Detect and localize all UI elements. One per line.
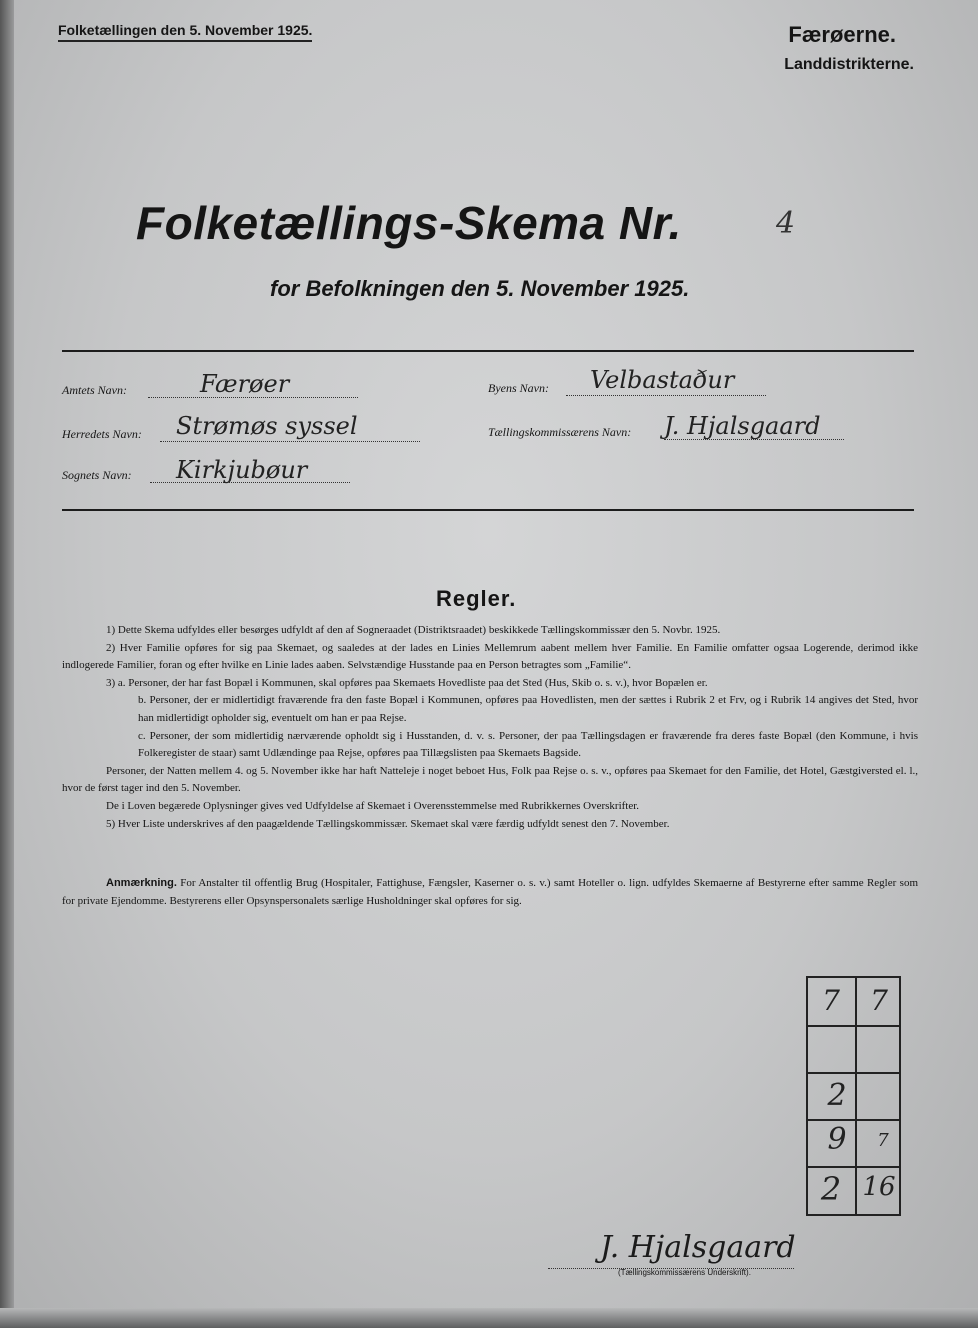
rule-4b: De i Loven begærede Oplysninger gives ved Udfyldelse af Skemaet i Overensstemmelse med Rubrikkernes Overskrifter. <box>106 799 640 812</box>
tally-r2c1 <box>808 1030 854 1076</box>
sogn-label: Sognets Navn: <box>62 468 132 482</box>
amt-value: Færøer <box>200 370 290 398</box>
by-line <box>566 395 766 396</box>
rule-1: 1) Dette Skema udfyldes eller besørges udfyldt af den af Sogneraadet (Distriktsraadet) beskikkede Tællingskommissær den 5. Novbr. 1925. <box>106 624 721 636</box>
header-district: Landdistrikterne. <box>784 56 914 73</box>
tally-r1c1: 7 <box>822 984 840 1017</box>
scan-edge-bottom <box>0 1308 978 1328</box>
form-subtitle: for Befolkningen den 5. November 1925. <box>270 276 690 301</box>
kommissaer-label: Tællingskommissærens Navn: <box>488 425 632 439</box>
header-region: Færøerne. <box>788 22 896 47</box>
rule-3c: c. Personer, der som midlertidig nærværende opholdt sig i Husstanden, d. v. s. Personer, der paa Tællingsdagen er fraværende fra deres faste Bopæl (den Kommune, i hvis Folkeregister de staar) samt Udlændinge paa Rejse, opføres paa Tillægslisten paa Skemaets Bagside. <box>138 729 918 760</box>
bottom-divider <box>62 509 914 511</box>
herred-label: Herredets Navn: <box>62 427 142 441</box>
remark-label: Anmærkning. <box>106 877 177 889</box>
rule-4: Personer, der Natten mellem 4. og 5. November ikke har haft Natteleje i noget beboet Hus, Folk paa Rejse o. s. v., opføres paa Skemaet for den Familie, det Hotel, Gæstgiversted el. l., hvor de først tager ind den 5. November. <box>62 764 918 795</box>
top-divider <box>62 350 914 352</box>
kommissaer-value: J. Hjalsgaard <box>664 412 821 440</box>
tally-r5c1: 2 <box>820 1170 842 1208</box>
commissioner-signature: J. Hjalsgaard <box>600 1230 796 1265</box>
rule-3b: b. Personer, der er midlertidigt fraværende fra den faste Bopæl i Kommunen, opføres paa Hovedlisten, men der sættes i Rubrik 2 et Frv, og i Rubrik 14 angives det Sted, hvor han midlertidigt opholder sig, eventuelt om han er paa Rejse. <box>138 694 918 724</box>
rule-5: 5) Hver Liste underskrives af den paagældende Tællingskommissær. Skemaet skal være færdig udfyldt senest den 7. November. <box>106 817 670 830</box>
sogn-value: Kirkjubøur <box>176 456 308 484</box>
by-label: Byens Navn: <box>488 381 549 395</box>
tally-r4c1: 9 <box>827 1122 847 1157</box>
rules-list <box>62 622 918 833</box>
tally-r2c2 <box>856 1030 902 1076</box>
rules-heading: Regler. <box>436 586 517 611</box>
herred-value: Strømøs syssel <box>176 412 358 440</box>
tally-r5c2: 16 <box>862 1172 896 1202</box>
form-number-handwritten: 4 <box>776 206 796 241</box>
tally-r1c2: 7 <box>870 984 888 1017</box>
rule-3a: 3) a. Personer, der har fast Bopæl i Kommunen, skal opføres paa Skemaets Hovedliste paa det Sted (Hus, Skib o. s. v.), hvor Bopælen er. <box>106 676 708 689</box>
signature-caption: (Tællingskommissærens Underskrift). <box>618 1268 751 1277</box>
by-value: Velbastaður <box>590 366 735 394</box>
remark <box>62 874 918 910</box>
form-title: Folketællings-Skema Nr. <box>136 197 682 249</box>
tally-box <box>806 976 901 1216</box>
tally-r3c1: 2 <box>827 1078 847 1113</box>
herred-line <box>160 441 420 442</box>
tally-r3c2 <box>856 1078 902 1124</box>
header-census-date: Folketællingen den 5. November 1925. <box>58 22 312 42</box>
tally-r4c2: 7 <box>877 1130 889 1151</box>
scan-edge-left <box>0 0 14 1328</box>
remark-text: For Anstalter til offentlig Brug (Hospitaler, Fattighuse, Fængsler, Kaserner o. s. v.) samt Hoteller o. lign. udfyldes Skemaerne af Bestyrerne efter samme Regler som for private Ejendomme. Bestyrerens eller Opsynspersonalets særlige Husholdninger skal opføres for sig. <box>62 877 919 907</box>
amt-label: Amtets Navn: <box>62 383 127 397</box>
rule-2: 2) Hver Familie opføres for sig paa Skemaet, og saaledes at der lades en Linies Mellemrum aabent mellem hver Familie. En Familie omfatter ogsaa Logerende, derimod ikke indlogerede Familier, foran og efter hvilke en Linie lades aaben. Selvstændige Husstande paa en Person betragtes som „Familie“. <box>62 641 918 672</box>
